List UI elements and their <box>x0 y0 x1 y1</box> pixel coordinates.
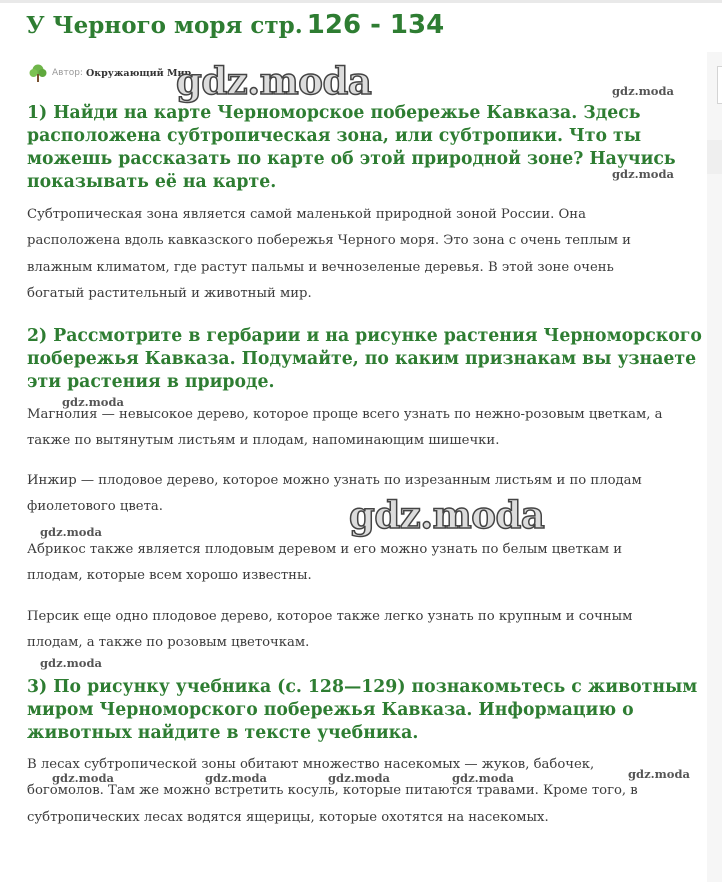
author-label: Автор: <box>52 68 83 78</box>
answer-line: богатый растительный и животный мир. <box>27 285 312 301</box>
watermark-small: gdz.moda <box>628 767 690 781</box>
watermark-small: gdz.moda <box>205 771 267 785</box>
watermark-small: gdz.moda <box>612 84 674 98</box>
question-line: 1) Найди на карте Черноморское побережье Кавказа. Здесь <box>27 103 641 123</box>
answer-line: Абрикос также является плодовым деревом и его можно узнать по белым цветкам и <box>27 542 623 557</box>
answer-line: расположена вдоль кавказского побережья Черного моря. Это зона с очень теплым и <box>27 233 631 249</box>
question-line: показывать её на карте. <box>27 172 277 192</box>
question-line: эти растения в природе. <box>27 372 275 392</box>
answer-paragraph <box>27 202 631 307</box>
question-line: миром Черноморского побережья Кавказа. Информацию о <box>27 700 634 720</box>
top-border <box>0 0 722 3</box>
answer-line: Магнолия — невысокое дерево, которое проще всего узнать по нежно-розовым цветкам, а <box>27 407 663 422</box>
page-range: 126 - 134 <box>306 10 445 40</box>
answer-paragraph <box>27 468 642 521</box>
answer-line: субтропических лесах водятся ящерицы, которые охотятся на насекомых. <box>27 809 549 825</box>
tree-icon <box>28 63 48 83</box>
answer-line: Инжир — плодовое дерево, которое можно узнать по изрезанным листьям и по плодам <box>27 473 642 488</box>
answer-line: Субтропическая зона является самой маленькой природной зоной России. Она <box>27 207 586 222</box>
answer-line: также по вытянутым листьям и плодам, напоминающим шишечки. <box>27 433 500 449</box>
sidebar-widget-secondary[interactable] <box>707 140 722 174</box>
answer-line: плодам, а также по розовым цветочкам. <box>27 635 310 651</box>
watermark-small: gdz.moda <box>328 771 390 785</box>
watermark-small: gdz.moda <box>52 771 114 785</box>
answer-line: богомолов. Там же можно встретить косуль, которые питаются травами. Кроме того, в <box>27 783 638 799</box>
watermark-large: gdz.moda <box>176 59 372 103</box>
answer-paragraph <box>27 604 632 657</box>
watermark-small: gdz.moda <box>612 167 674 181</box>
watermark-small: gdz.moda <box>452 771 514 785</box>
question-line: животных найдите в тексте учебника. <box>27 723 419 743</box>
question-1-heading <box>27 102 676 194</box>
watermark-small: gdz.moda <box>40 525 102 539</box>
question-line: можешь рассказать по карте об этой природной зоне? Научись <box>27 149 676 169</box>
answer-paragraph <box>27 402 662 455</box>
question-line: 3) По рисунку учебника (с. 128—129) познакомьтесь с животным <box>27 677 698 697</box>
answer-paragraph <box>27 537 622 590</box>
answer-paragraph <box>27 752 638 831</box>
question-line: 2) Рассмотрите в гербарии и на рисунке растения Черноморского <box>27 326 702 346</box>
question-3-heading <box>27 676 697 745</box>
question-line: побережья Кавказа. Подумайте, по каким признакам вы узнаете <box>27 349 697 369</box>
answer-line: фиолетового цвета. <box>27 499 163 515</box>
author-meta <box>28 63 191 83</box>
watermark-small: gdz.moda <box>62 395 124 409</box>
answer-line: Персик еще одно плодовое дерево, которое также легко узнать по крупным и сочным <box>27 609 633 624</box>
page-title-text: У Черного моря стр. <box>26 12 303 39</box>
question-line: расположена субтропическая зона, или субтропики. Что ты <box>27 126 642 146</box>
sidebar-edge <box>707 52 722 882</box>
sidebar-widget[interactable] <box>717 66 722 104</box>
answer-line: плодам, которые всем хорошо известны. <box>27 568 312 584</box>
page-title <box>26 10 444 40</box>
watermark-small: gdz.moda <box>40 656 102 670</box>
question-2-heading <box>27 325 702 394</box>
subject-link[interactable]: Окружающий Мир <box>85 67 192 79</box>
watermark-large: gdz.moda <box>349 493 545 537</box>
answer-line: В лесах субтропической зоны обитают множество насекомых — жуков, бабочек, <box>27 757 595 772</box>
answer-line: влажным климатом, где растут пальмы и вечнозеленые деревья. В этой зоне очень <box>27 259 614 275</box>
